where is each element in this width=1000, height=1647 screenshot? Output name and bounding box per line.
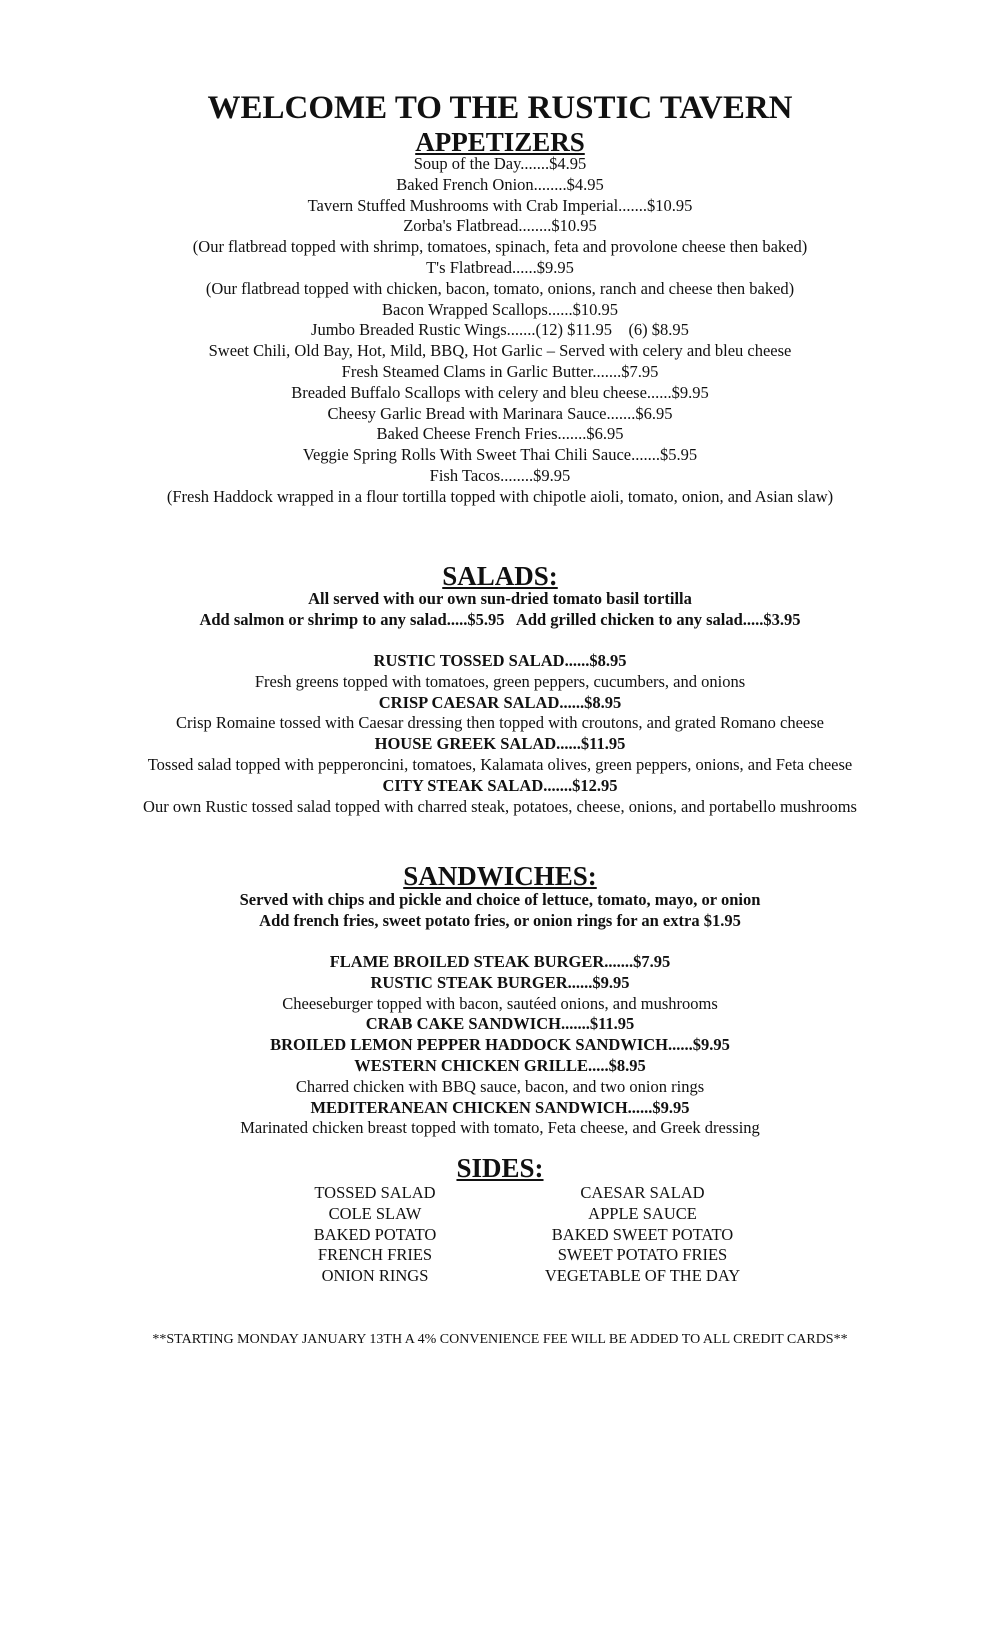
sandwiches-heading: SANDWICHES: <box>403 861 597 891</box>
list-item: Baked French Onion........$4.95 <box>396 174 604 194</box>
list-item: (Our flatbread topped with chicken, bacon, tomato, onions, ranch and cheese then baked) <box>205 278 795 298</box>
sides-left-column <box>270 1183 480 1287</box>
list-item: Fish Tacos........$9.95 <box>429 465 571 485</box>
list-item: (Our flatbread topped with shrimp, tomatoes, spinach, feta and provolone cheese then baked) <box>192 237 808 257</box>
list-item: Cheesy Garlic Bread with Marinara Sauce.......$6.95 <box>327 403 673 423</box>
salad-name: HOUSE GREEK SALAD......$11.95 <box>374 734 626 754</box>
salad-description: Crisp Romaine tossed with Caesar dressing then topped with croutons, and grated Romano cheese <box>176 713 824 733</box>
list-item: (Fresh Haddock wrapped in a flour tortilla topped with chipotle aioli, tomato, onion, and Asian slaw) <box>166 486 834 506</box>
list-item: Bacon Wrapped Scallops......$10.95 <box>382 299 618 319</box>
salad-name: CRISP CAESAR SALAD......$8.95 <box>378 692 622 712</box>
sandwich-description: Marinated chicken breast topped with tomato, Feta cheese, and Greek dressing <box>240 1118 760 1138</box>
sandwich-name: CRAB CAKE SANDWICH.......$11.95 <box>365 1014 635 1034</box>
sandwich-name: WESTERN CHICKEN GRILLE.....$8.95 <box>354 1055 646 1075</box>
sandwiches-intro <box>0 890 1000 932</box>
list-item: Sweet Chili, Old Bay, Hot, Mild, BBQ, Hot Garlic – Served with celery and bleu cheese <box>208 341 792 361</box>
salads-heading: SALADS: <box>442 561 558 591</box>
sandwiches-intro-line: Add french fries, sweet potato fries, or onion rings for an extra $1.95 <box>259 910 741 930</box>
salad-description: Our own Rustic tossed salad topped with charred steak, potatoes, cheese, onions, and portabello mushrooms <box>143 796 857 816</box>
sandwich-name: MEDITERANEAN CHICKEN SANDWICH......$9.95 <box>310 1097 690 1117</box>
salad-description: Fresh greens topped with tomatoes, green peppers, cucumbers, and onions <box>254 671 746 691</box>
salads-intro-line: All served with our own sun-dried tomato basil tortilla <box>308 589 692 608</box>
side-item: VEGETABLE OF THE DAY <box>544 1266 741 1286</box>
side-item: TOSSED SALAD <box>314 1183 436 1202</box>
side-item: SWEET POTATO FRIES <box>557 1245 728 1265</box>
list-item: Baked Cheese French Fries.......$6.95 <box>376 424 624 444</box>
salads-intro <box>0 589 1000 631</box>
appetizers-heading: APPETIZERS <box>415 127 585 157</box>
list-item: Tavern Stuffed Mushrooms with Crab Imperial.......$10.95 <box>307 195 693 215</box>
appetizers-list <box>0 154 1000 508</box>
side-item: FRENCH FRIES <box>317 1245 433 1265</box>
side-item: ONION RINGS <box>321 1266 429 1286</box>
list-item: Veggie Spring Rolls With Sweet Thai Chili Sauce.......$5.95 <box>302 445 698 465</box>
sides-right-column <box>520 1183 765 1287</box>
side-item: APPLE SAUCE <box>588 1203 697 1223</box>
salad-name: RUSTIC TOSSED SALAD......$8.95 <box>373 651 627 670</box>
salad-name: CITY STEAK SALAD.......$12.95 <box>382 775 618 795</box>
salads-list <box>0 651 1000 817</box>
sandwich-name: RUSTIC STEAK BURGER......$9.95 <box>370 972 630 992</box>
salad-description: Tossed salad topped with pepperoncini, tomatoes, Kalamata olives, green peppers, onions, and Feta cheese <box>147 754 853 774</box>
list-item: Jumbo Breaded Rustic Wings.......(12) $11.95 (6) $8.95 <box>311 320 689 340</box>
list-item: Fresh Steamed Clams in Garlic Butter.......$7.95 <box>341 361 659 381</box>
page-title: WELCOME TO THE RUSTIC TAVERN <box>207 90 793 126</box>
list-item: Soup of the Day.......$4.95 <box>413 154 587 173</box>
sandwich-description: Charred chicken with BBQ sauce, bacon, and two onion rings <box>295 1076 705 1096</box>
list-item: Breaded Buffalo Scallops with celery and bleu cheese......$9.95 <box>291 382 709 402</box>
side-item: CAESAR SALAD <box>580 1183 705 1202</box>
list-item: Zorba's Flatbread........$10.95 <box>403 216 597 236</box>
side-item: COLE SLAW <box>328 1203 422 1223</box>
sandwiches-list <box>0 952 1000 1139</box>
sandwiches-intro-line: Served with chips and pickle and choice of lettuce, tomato, mayo, or onion <box>239 890 761 909</box>
sandwich-name: FLAME BROILED STEAK BURGER.......$7.95 <box>329 952 671 971</box>
credit-card-notice: **STARTING MONDAY JANUARY 13TH A 4% CONVENIENCE FEE WILL BE ADDED TO ALL CREDIT CARDS** <box>152 1332 848 1347</box>
sandwich-name: BROILED LEMON PEPPER HADDOCK SANDWICH......$9.95 <box>270 1035 730 1055</box>
list-item: T's Flatbread......$9.95 <box>426 257 574 277</box>
sandwich-description: Cheeseburger topped with bacon, sautéed onions, and mushrooms <box>282 993 718 1013</box>
salads-intro-line: Add salmon or shrimp to any salad.....$5.95 Add grilled chicken to any salad.....$3.95 <box>199 609 801 629</box>
sides-heading: SIDES: <box>456 1153 544 1183</box>
side-item: BAKED SWEET POTATO <box>551 1224 734 1244</box>
side-item: BAKED POTATO <box>313 1224 437 1244</box>
